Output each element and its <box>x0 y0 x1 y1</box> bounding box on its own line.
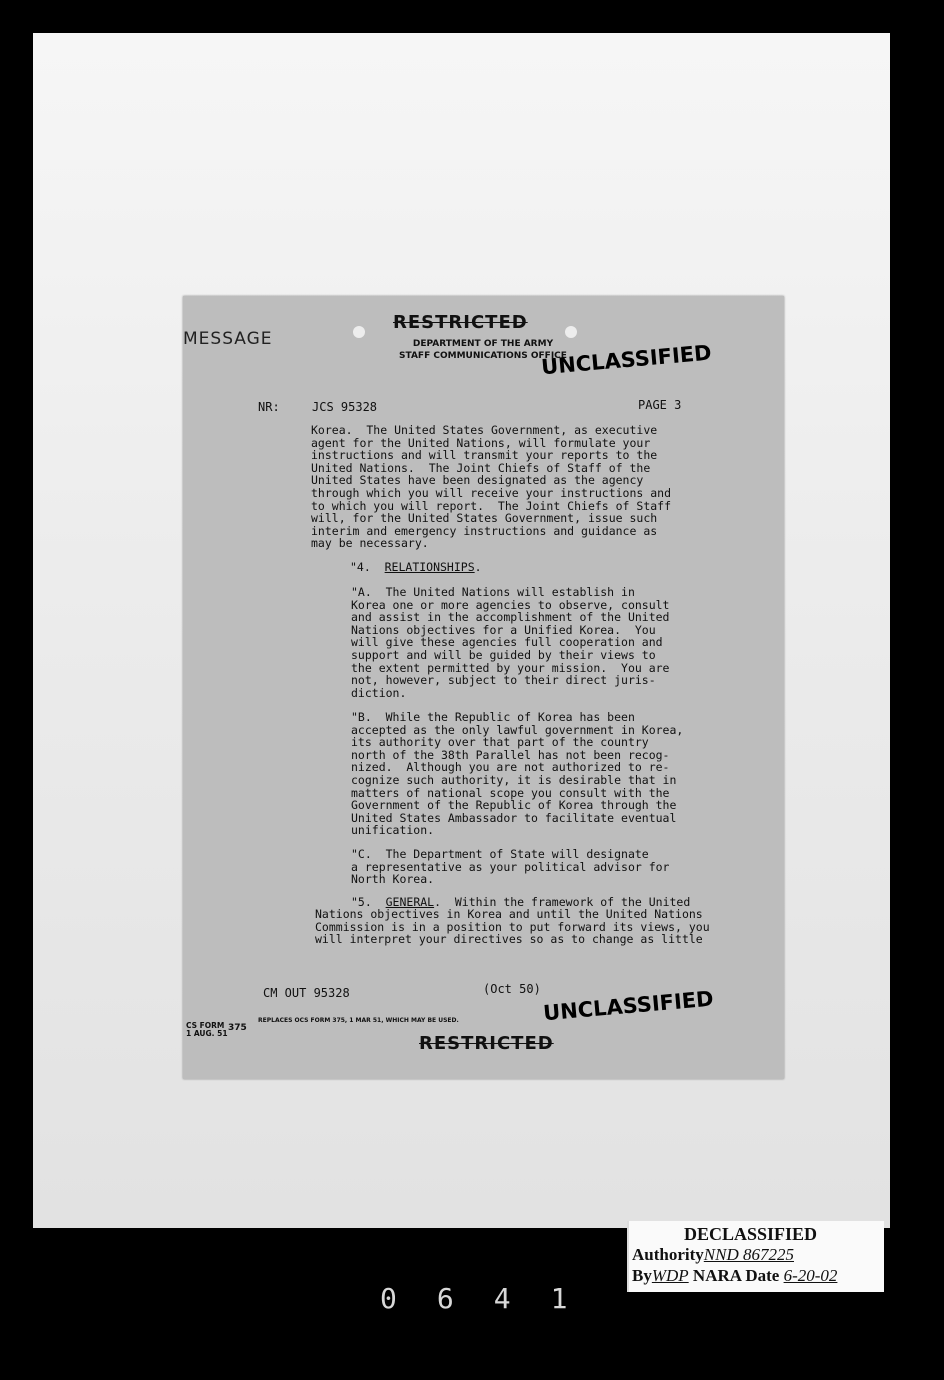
restricted-stamp-top: RESTRICTED <box>393 312 528 333</box>
authority-value: NND 867225 <box>703 1245 794 1264</box>
punch-hole-left <box>353 326 365 338</box>
paragraph-b: "B. While the Republic of Korea has been accepted as the only lawful government in Korea, its authority over that part of the country north of the 38th Parallel has not been recog- nized. Although you are not authorized to re- cognize such authority, it is desirable that in matters of national scope you consult with the Government of the Republic of Korea through the United States Ambassador to facilitate eventual unification. <box>351 710 684 838</box>
nara-date-value: 6-20-02 <box>783 1266 838 1285</box>
form-id <box>186 1022 228 1038</box>
declassification-stamp <box>627 1221 884 1292</box>
by-line <box>632 1266 837 1286</box>
nr-label: NR: <box>258 400 280 414</box>
unclassified-stamp-top: UNCLASSIFIED <box>540 340 713 380</box>
paragraph-c: "C. The Department of State will designate a representative as your political advisor for North Korea. <box>351 847 670 887</box>
form-date: 1 AUG. 51 <box>186 1029 228 1038</box>
section-5-rest: . Within the framework of the United <box>434 895 691 909</box>
department-name: DEPARTMENT OF THE ARMY <box>412 339 554 349</box>
cm-out-number: CM OUT 95328 <box>263 986 350 1000</box>
declassified-title: DECLASSIFIED <box>684 1224 818 1244</box>
punch-hole-right <box>565 326 577 338</box>
section-4-heading <box>350 560 482 574</box>
section-4-title: RELATIONSHIPS <box>384 560 475 574</box>
section-5-title: GENERAL <box>385 895 435 909</box>
section-5-number: "5. <box>351 895 386 909</box>
restricted-stamp-bottom: RESTRICTED <box>419 1033 554 1054</box>
microfilm-frame-number: 0641 <box>380 1282 608 1315</box>
section-4-end: . <box>474 560 482 574</box>
section-4-number: "4. <box>350 560 385 574</box>
office-name: STAFF COMMUNICATIONS OFFICE <box>399 351 567 361</box>
unclassified-stamp-bottom: UNCLASSIFIED <box>542 986 715 1026</box>
paragraph-intro: Korea. The United States Government, as executive agent for the United Nations, will formulate your instructions and will transmit your reports to the United Nations. The Joint Chiefs of Staff of the United States have been designated as the agency through which you will receive your instructions and to which you will report. The Joint Chiefs of Staff will, for the United States Government, issue such interim and emergency instructions and guidance as may be necessary. <box>311 423 672 551</box>
nara-date-label: NARA Date <box>688 1266 784 1285</box>
paragraph-5: Nations objectives in Korea and until the United Nations Commission is in a position to put forward its views, you will interpret your directives so as to change as little <box>315 907 710 947</box>
page-number: PAGE 3 <box>638 398 682 412</box>
form-replaces-note: REPLACES OCS FORM 375, 1 MAR 51, WHICH MAY BE USED. <box>258 1017 459 1024</box>
authority-line <box>632 1245 794 1265</box>
form-number: 375 <box>228 1023 247 1033</box>
message-document <box>183 296 784 1079</box>
authority-label: Authority <box>632 1245 704 1264</box>
message-date: (Oct 50) <box>483 982 541 996</box>
nr-value: JCS 95328 <box>312 400 378 414</box>
paragraph-a: "A. The United Nations will establish in Korea one or more agencies to observe, consult and assist in the accomplishment of the United Nations objectives for a Unified Korea. You will give these agencies full cooperation and support and will be guided by their views to the extent permitted by your mission. You are not, however, subject to their direct juris- diction. <box>351 585 670 700</box>
message-label: MESSAGE <box>183 329 273 349</box>
by-value: WDP <box>651 1266 689 1285</box>
form-label: CS FORM <box>186 1021 225 1030</box>
by-label: By <box>632 1266 652 1285</box>
